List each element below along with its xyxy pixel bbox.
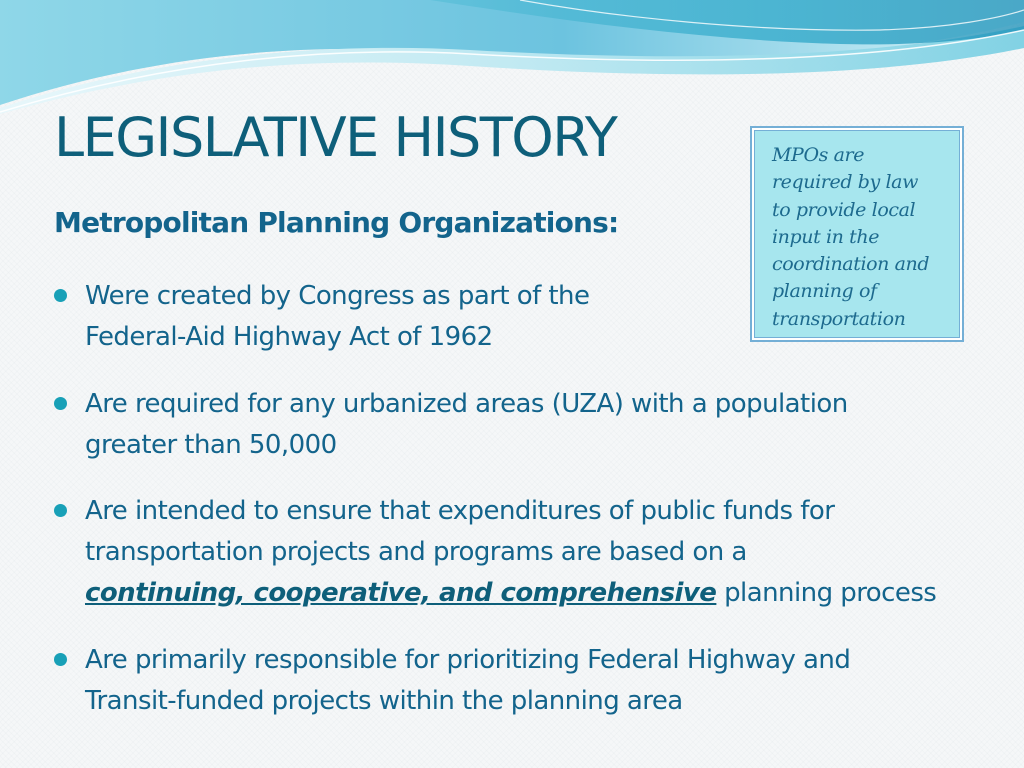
bullet-text: Are primarily responsible for prioritizing Federal Highway and Transit-funded projects within the planning area (85, 645, 851, 716)
emphasis-text: continuing, cooperative, and comprehensive (85, 578, 717, 608)
bullet-text: Are intended to ensure that expenditures of public funds for transportation projects and programs are based on a continuing, cooperative, and comprehensive planning process (85, 496, 937, 608)
bullet-item (54, 640, 984, 722)
callout-text: MPOs are required by law to provide local input in the coordination and planning of transportation (772, 144, 930, 330)
header-wave-decoration (0, 0, 1024, 120)
bullet-dot-icon (54, 504, 67, 517)
slide-title: LEGISLATIVE HISTORY (54, 106, 617, 169)
bullet-item (54, 384, 984, 466)
bullet-text: Are required for any urbanized areas (UZA) with a population greater than 50,000 (85, 389, 848, 460)
bullet-dot-icon (54, 289, 67, 302)
bullet-item (54, 491, 984, 614)
callout-box (750, 126, 964, 342)
bullet-dot-icon (54, 653, 67, 666)
bullet-text: Were created by Congress as part of the Federal-Aid Highway Act of 1962 (85, 281, 590, 352)
slide-subtitle: Metropolitan Planning Organizations: (54, 206, 619, 239)
bullet-dot-icon (54, 397, 67, 410)
